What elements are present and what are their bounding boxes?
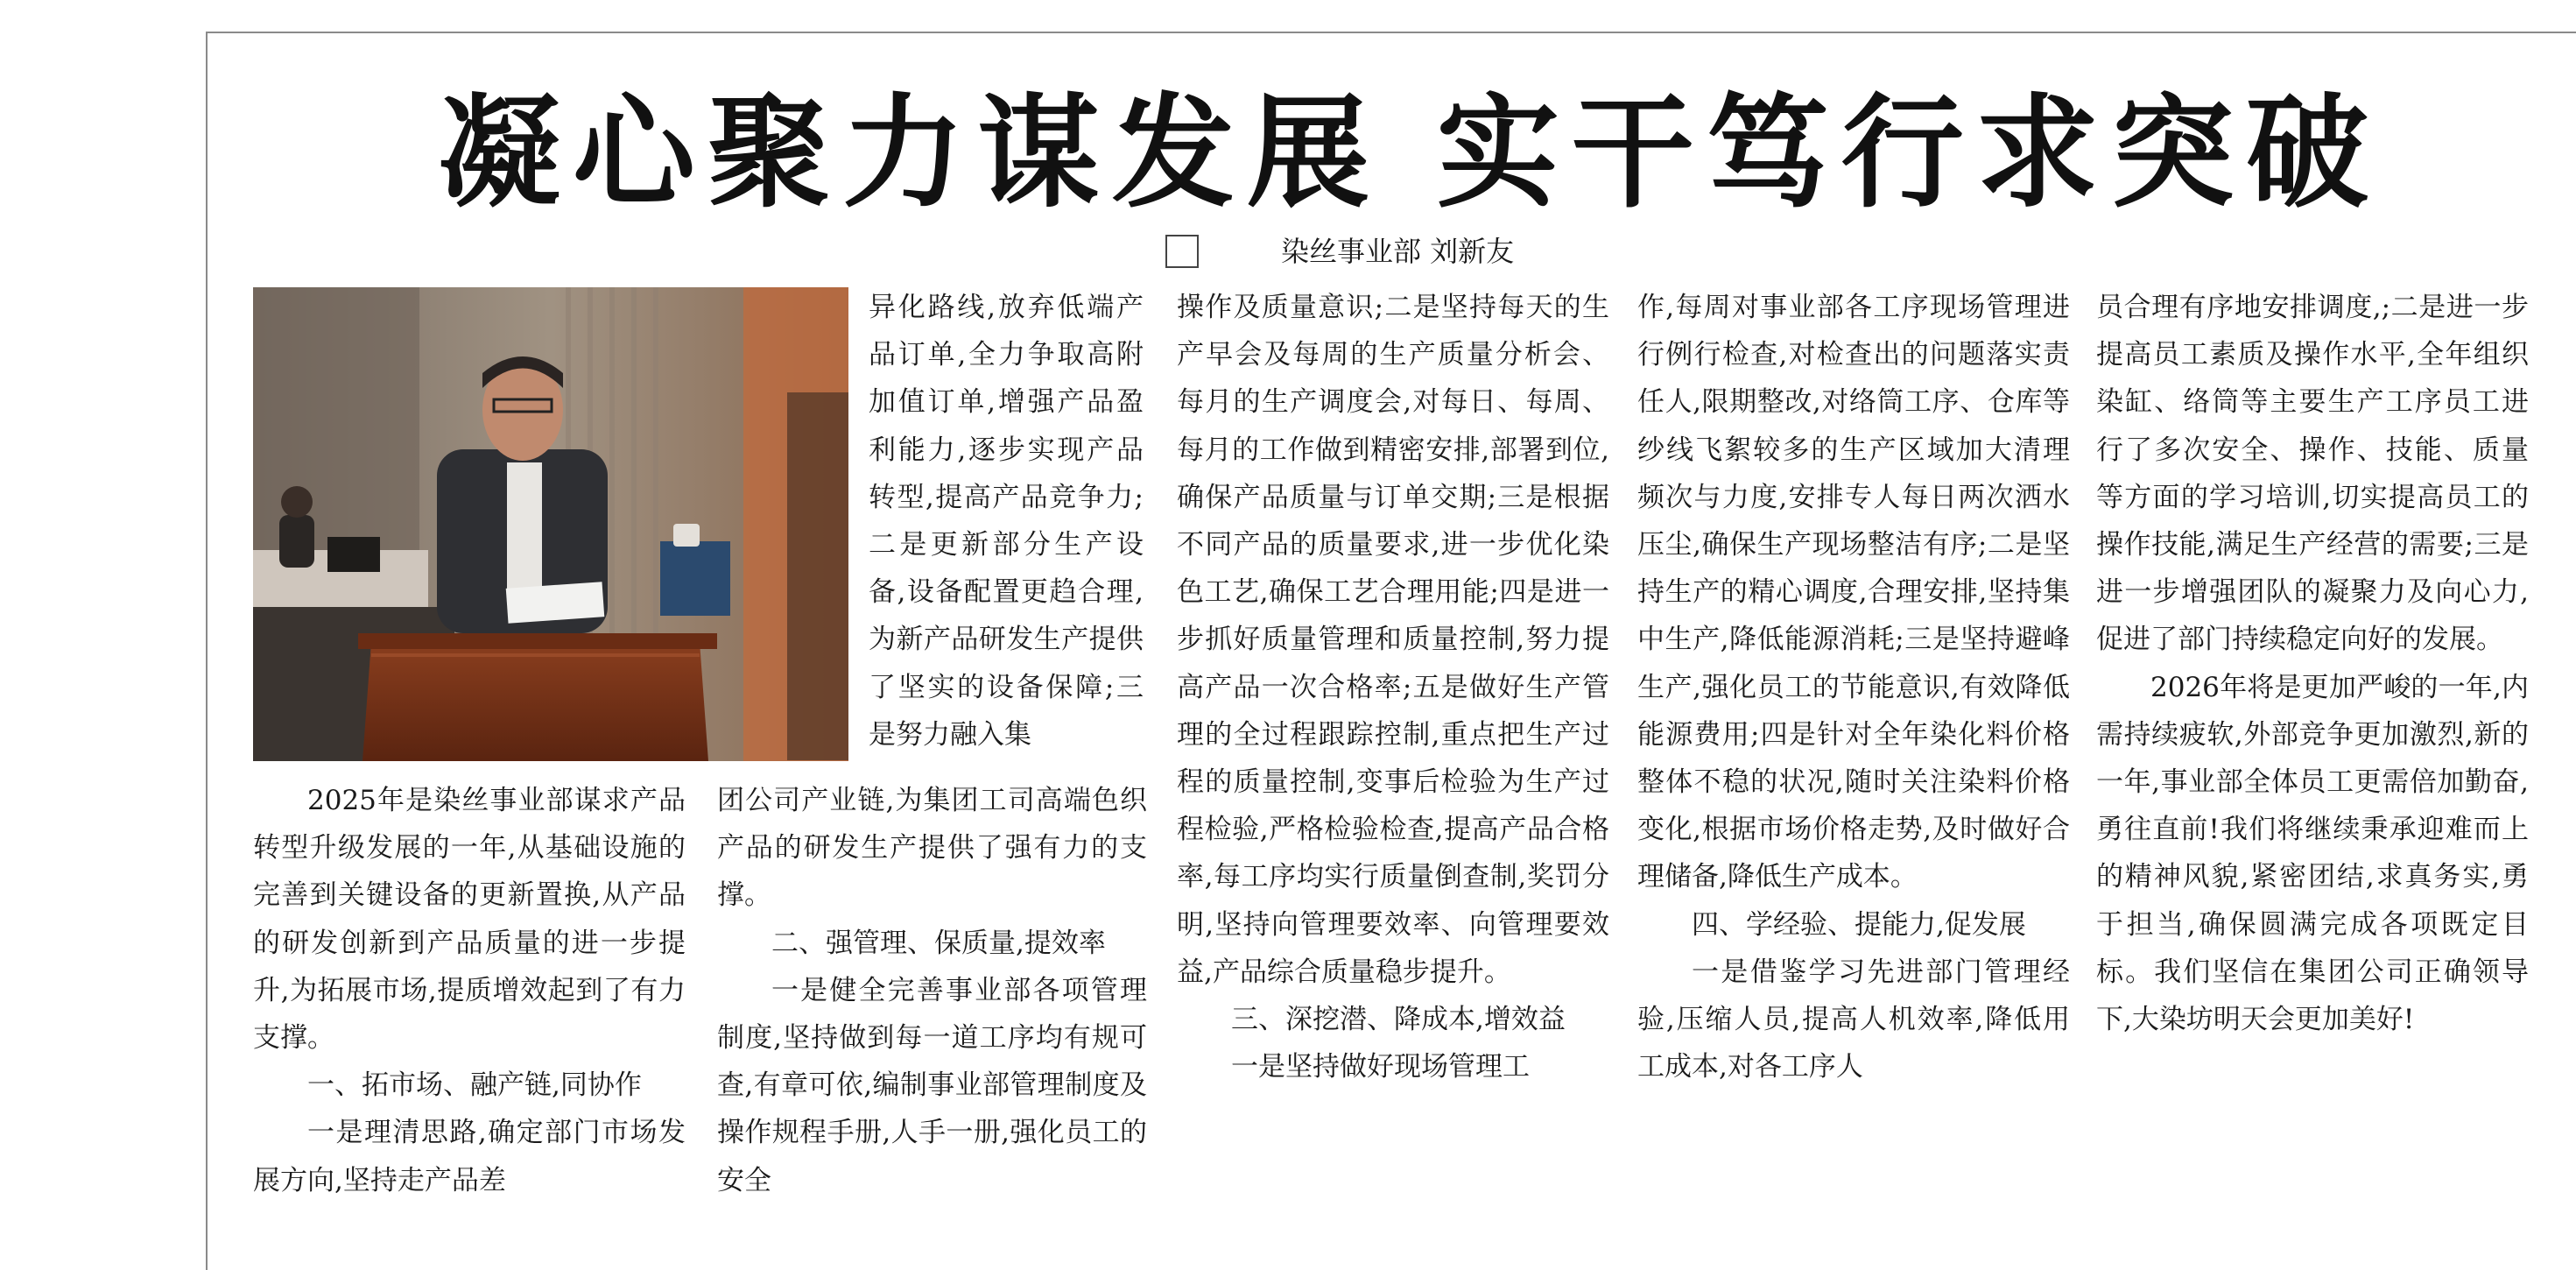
section-heading-2: 二、强管理、保质量,提效率 bbox=[771, 927, 1106, 959]
paragraph-s4-continuation: 员合理有序地安排调度,;二是进一步提高员工素质及操作水平,全年组织染缸、络筒等主要生产工序员工进行了多次安全、操作、技能、质量等方面的学习培训,切实提高员工的操作技能,满足生产经营的需要;三是进一步增强团队的凝聚力及向心力,促进了部门持续稳定向好的发展。 bbox=[2096, 292, 2529, 656]
section-heading-4: 四、学经验、提能力,促发展 bbox=[1692, 908, 2026, 941]
column-4 bbox=[1637, 284, 2070, 1090]
paragraph-s2-continuation: 操作及质量意识;二是坚持每天的生产早会及每周的生产质量分析会、每月的生产调度会,对每日、每周、每月的工作做到精密安排,部署到位,确保产品质量与订单交期;三是根据不同产品的质量要求,进一步优化染色工艺,确保工艺合理用能;四是进一步抓好质量管理和质量控制,努力提高产品一次合格率;五是做好生产管理的全过程跟踪控制,重点把生产过程的质量控制,变事后检验为生产过程检验,严格检验检查,提高产品合格率,每工序均实行质量倒查制,奖罚分明,坚持向管理要效率、向管理要效益,产品综合质量稳步提升。 bbox=[1177, 292, 1609, 988]
column-1-lower bbox=[253, 777, 686, 1204]
column-2 bbox=[717, 777, 1147, 1204]
paragraph-s4-start: 一是借鉴学习先进部门管理经验,压缩人员,提高人机效率,降低用工成本,对各工序人 bbox=[1637, 956, 2070, 1083]
article-headline: 凝心聚力谋发展 实干笃行求突破 bbox=[438, 81, 2381, 225]
paragraph-intro: 2025年是染丝事业部谋求产品转型升级发展的一年,从基础设施的完善到关键设备的更新置换,从产品的研发创新到产品质量的进一步提升,为拓展市场,提质增效起到了有力支撑。 bbox=[253, 785, 686, 1055]
paragraph-s3-start: 一是坚持做好现场管理工 bbox=[1231, 1051, 1530, 1083]
page-frame-top-rule bbox=[206, 32, 2576, 33]
section-heading-3: 三、深挖潜、降成本,增效益 bbox=[1231, 1004, 1566, 1036]
page-frame-left-rule bbox=[206, 32, 208, 1270]
column-5 bbox=[2096, 284, 2529, 1043]
paragraph-s1-end: 团公司产业链,为集团工司高端色织产品的研发生产提供了强有力的支撑。 bbox=[717, 785, 1147, 912]
article-byline: 染丝事业部 刘新友 bbox=[1281, 235, 1515, 268]
paragraph-s3-continuation: 作,每周对事业部各工序现场管理进行例行检查,对检查出的问题落实责任人,限期整改,对络筒工序、仓库等纱线飞絮较多的生产区域加大清理频次与力度,安排专人每日两次洒水压尘,确保生产现场整洁有序;二是坚持生产的精心调度,合理安排,坚持集中生产,降低能源消耗;三是坚持避峰生产,强化员工的节能意识,有效降低能源费用;四是针对全年染化料价格整体不稳的状况,随时关注染料价格变化,根据市场价格走势,及时做好合理储备,降低生产成本。 bbox=[1637, 292, 2070, 893]
paragraph-s1-continuation: 异化路线,放弃低端产品订单,全力争取高附加值订单,增强产品盈利能力,逐步实现产品转型,提高产品竞争力;二是更新部分生产设备,设备配置更趋合理,为新产品研发生产提供了坚实的设备保障;三是努力融入集 bbox=[869, 292, 1144, 751]
column-3 bbox=[1177, 284, 1609, 1090]
paragraph-s1-start: 一是理清思路,确定部门市场发展方向,坚持走产品差 bbox=[253, 1117, 686, 1196]
article-photo bbox=[253, 287, 848, 761]
paragraph-closing: 2026年将是更加严峻的一年,内需持续疲软,外部竞争更加激烈,新的一年,事业部全体员工更需倍加勤奋,勇往直前!我们将继续秉承迎难而上的精神风貌,紧密团结,求真务实,勇于担当,确保圆满完成各项既定目标。我们坚信在集团公司正确领导下,大染坊明天会更加美好! bbox=[2096, 671, 2529, 1036]
column-1-upper bbox=[869, 284, 1144, 758]
byline-square-marker bbox=[1165, 235, 1199, 268]
paragraph-s2-start: 一是健全完善事业部各项管理制度,坚持做到每一道工序均有规可查,有章可依,编制事业部管理制度及操作规程手册,人手一册,强化员工的安全 bbox=[717, 974, 1147, 1196]
section-heading-1: 一、拓市场、融产链,同协作 bbox=[307, 1069, 642, 1102]
